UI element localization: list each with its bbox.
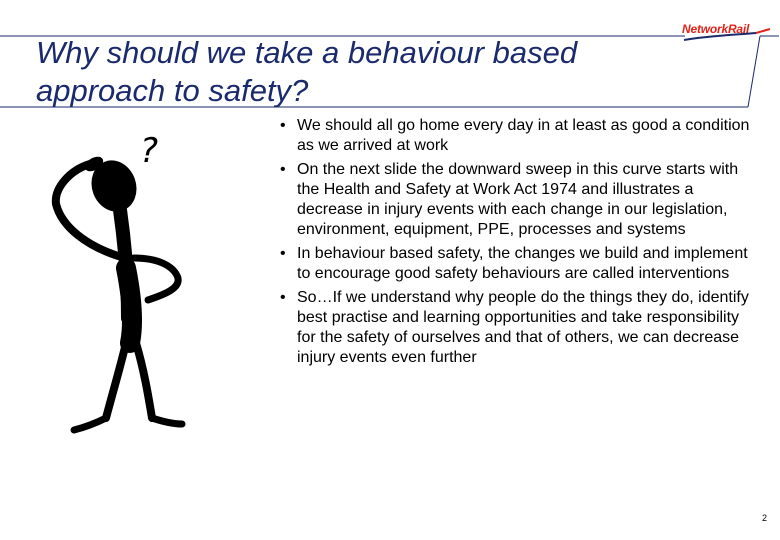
network-rail-logo [682, 20, 774, 44]
bullet-marker: • [280, 245, 286, 262]
thinking-stick-figure [48, 118, 248, 440]
logo-swoosh-icon [682, 20, 774, 44]
page-title [36, 34, 696, 110]
bullet-text: We should all go home every day in at least as good a condition as we arrived at work [297, 117, 750, 154]
page-number: 2 [762, 513, 768, 523]
bullet-text: In behaviour based safety, the changes we build and implement to encourage good safety behaviours are called interventions [297, 245, 748, 282]
stick-figure-icon [48, 118, 248, 440]
bullet-marker: • [280, 289, 286, 306]
bullet-item-1 [280, 116, 750, 156]
logo-wordmark: NetworkRail [682, 22, 750, 36]
question-mark: ? [140, 131, 159, 171]
bullet-item-2 [280, 160, 750, 240]
title-line-1: Why should we take a behaviour based [36, 35, 578, 70]
title-line-2: approach to safety? [36, 73, 309, 108]
bullet-text: So…If we understand why people do the things they do, identify best practise and learning opportunities and take responsibility for the safety of ourselves and that of others, we can decrease injury events even further [297, 289, 749, 366]
bullet-marker: • [280, 117, 286, 134]
bullet-item-3 [280, 244, 750, 284]
bullet-text: On the next slide the downward sweep in this curve starts with the Health and Safety at Work Act 1974 and illustrates a decrease in injury events with each change in our legislation, environment, equipment, PPE, processes and systems [297, 161, 739, 238]
bullet-marker: • [280, 161, 286, 178]
bullet-item-4 [280, 288, 750, 368]
bullet-list [280, 116, 750, 372]
